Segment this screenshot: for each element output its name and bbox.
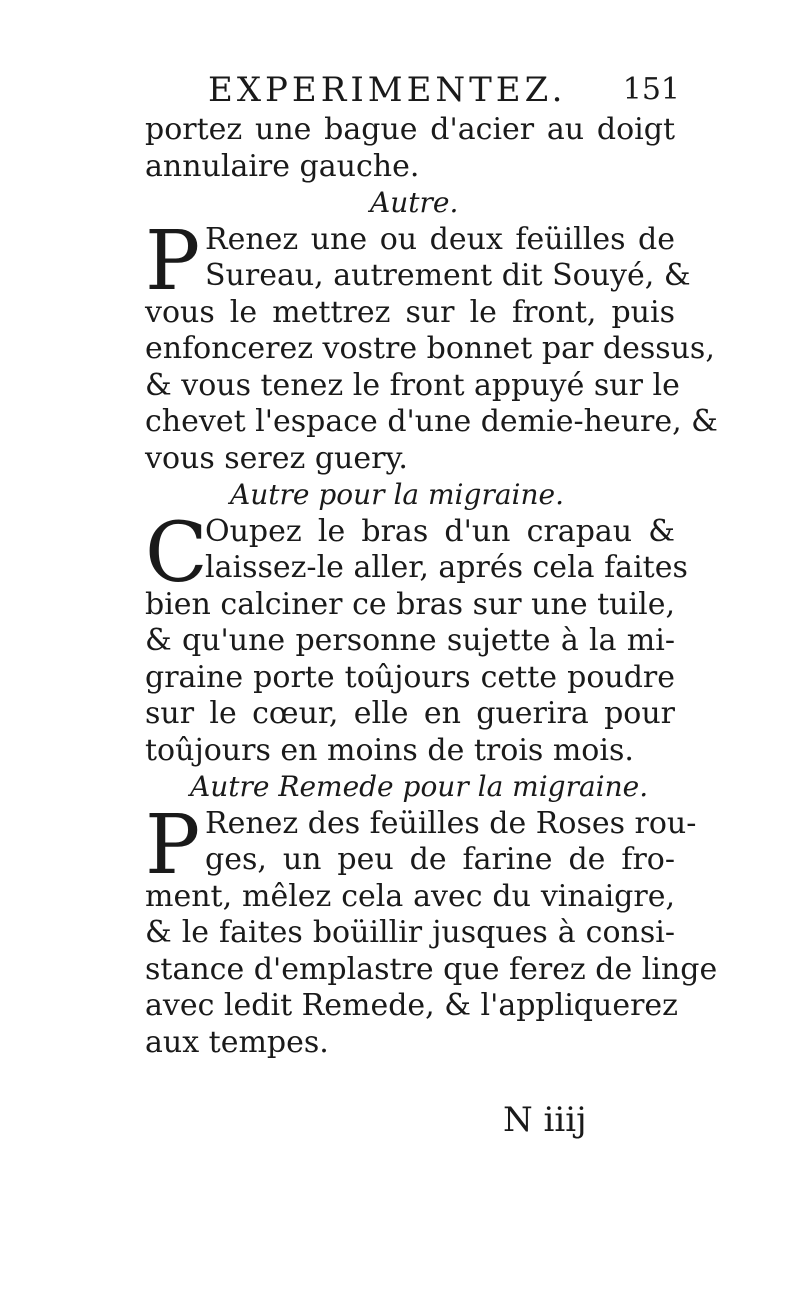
running-head bbox=[150, 68, 680, 112]
text-line: avec ledit Remede, & l'appliquerez bbox=[145, 988, 678, 1023]
text-line: toûjours en moins de trois mois. bbox=[145, 732, 634, 768]
text-line: annulaire gauche. bbox=[145, 148, 420, 184]
text-line: ment, mêlez cela avec du vinaigre, bbox=[145, 878, 675, 914]
text-line: Oupez le bras d'un crapau & bbox=[205, 513, 675, 549]
section-heading: Autre pour la migraine. bbox=[230, 478, 564, 511]
section-heading: Autre. bbox=[370, 186, 459, 219]
paragraph-2 bbox=[145, 505, 688, 770]
text-line: aux tempes. bbox=[145, 1024, 329, 1060]
drop-cap: C bbox=[145, 505, 208, 601]
text-line: & qu'une personne sujette à la mi- bbox=[145, 623, 675, 658]
page-body bbox=[145, 112, 718, 1061]
text-line: & le faites boüillir jusques à consi- bbox=[145, 915, 675, 950]
section-heading: Autre Remede pour la migraine. bbox=[190, 770, 649, 803]
text-line: enfoncerez vostre bonnet par dessus, bbox=[145, 331, 715, 366]
signature-mark: N iiij bbox=[503, 1100, 587, 1140]
drop-cap: P bbox=[145, 797, 201, 893]
text-line: chevet l'espace d'une demie-heure, & bbox=[145, 404, 718, 439]
text-line: portez une bague d'acier au doigt bbox=[145, 112, 675, 147]
text-line: vous le mettrez sur le front, puis bbox=[145, 294, 675, 330]
text-line: ges, un peu de farine de fro- bbox=[205, 842, 675, 877]
text-line: laissez-le aller, aprés cela faites bbox=[205, 550, 688, 585]
running-title: EXPERIMENTEZ. bbox=[208, 70, 567, 110]
text-line: & vous tenez le front appuyé sur le bbox=[145, 367, 680, 403]
text-line: stance d'emplastre que ferez de linge bbox=[145, 951, 718, 987]
text-line: Sureau, autrement dit Souyé, & bbox=[205, 258, 691, 293]
intro-paragraph bbox=[145, 112, 675, 185]
text-line: bien calciner ce bras sur une tuile, bbox=[145, 586, 675, 622]
page-number: 151 bbox=[622, 72, 680, 107]
text-line: Renez des feüilles de Roses rou- bbox=[205, 805, 697, 841]
text-line: vous serez guery. bbox=[145, 440, 408, 476]
text-line: sur le cœur, elle en guerira pour bbox=[145, 696, 675, 731]
text-line: Renez une ou deux feüilles de bbox=[205, 221, 675, 257]
drop-cap: P bbox=[145, 213, 201, 309]
text-line: graine porte toûjours cette poudre bbox=[145, 659, 675, 695]
paragraph-3 bbox=[145, 797, 718, 1062]
paragraph-1 bbox=[145, 213, 718, 478]
